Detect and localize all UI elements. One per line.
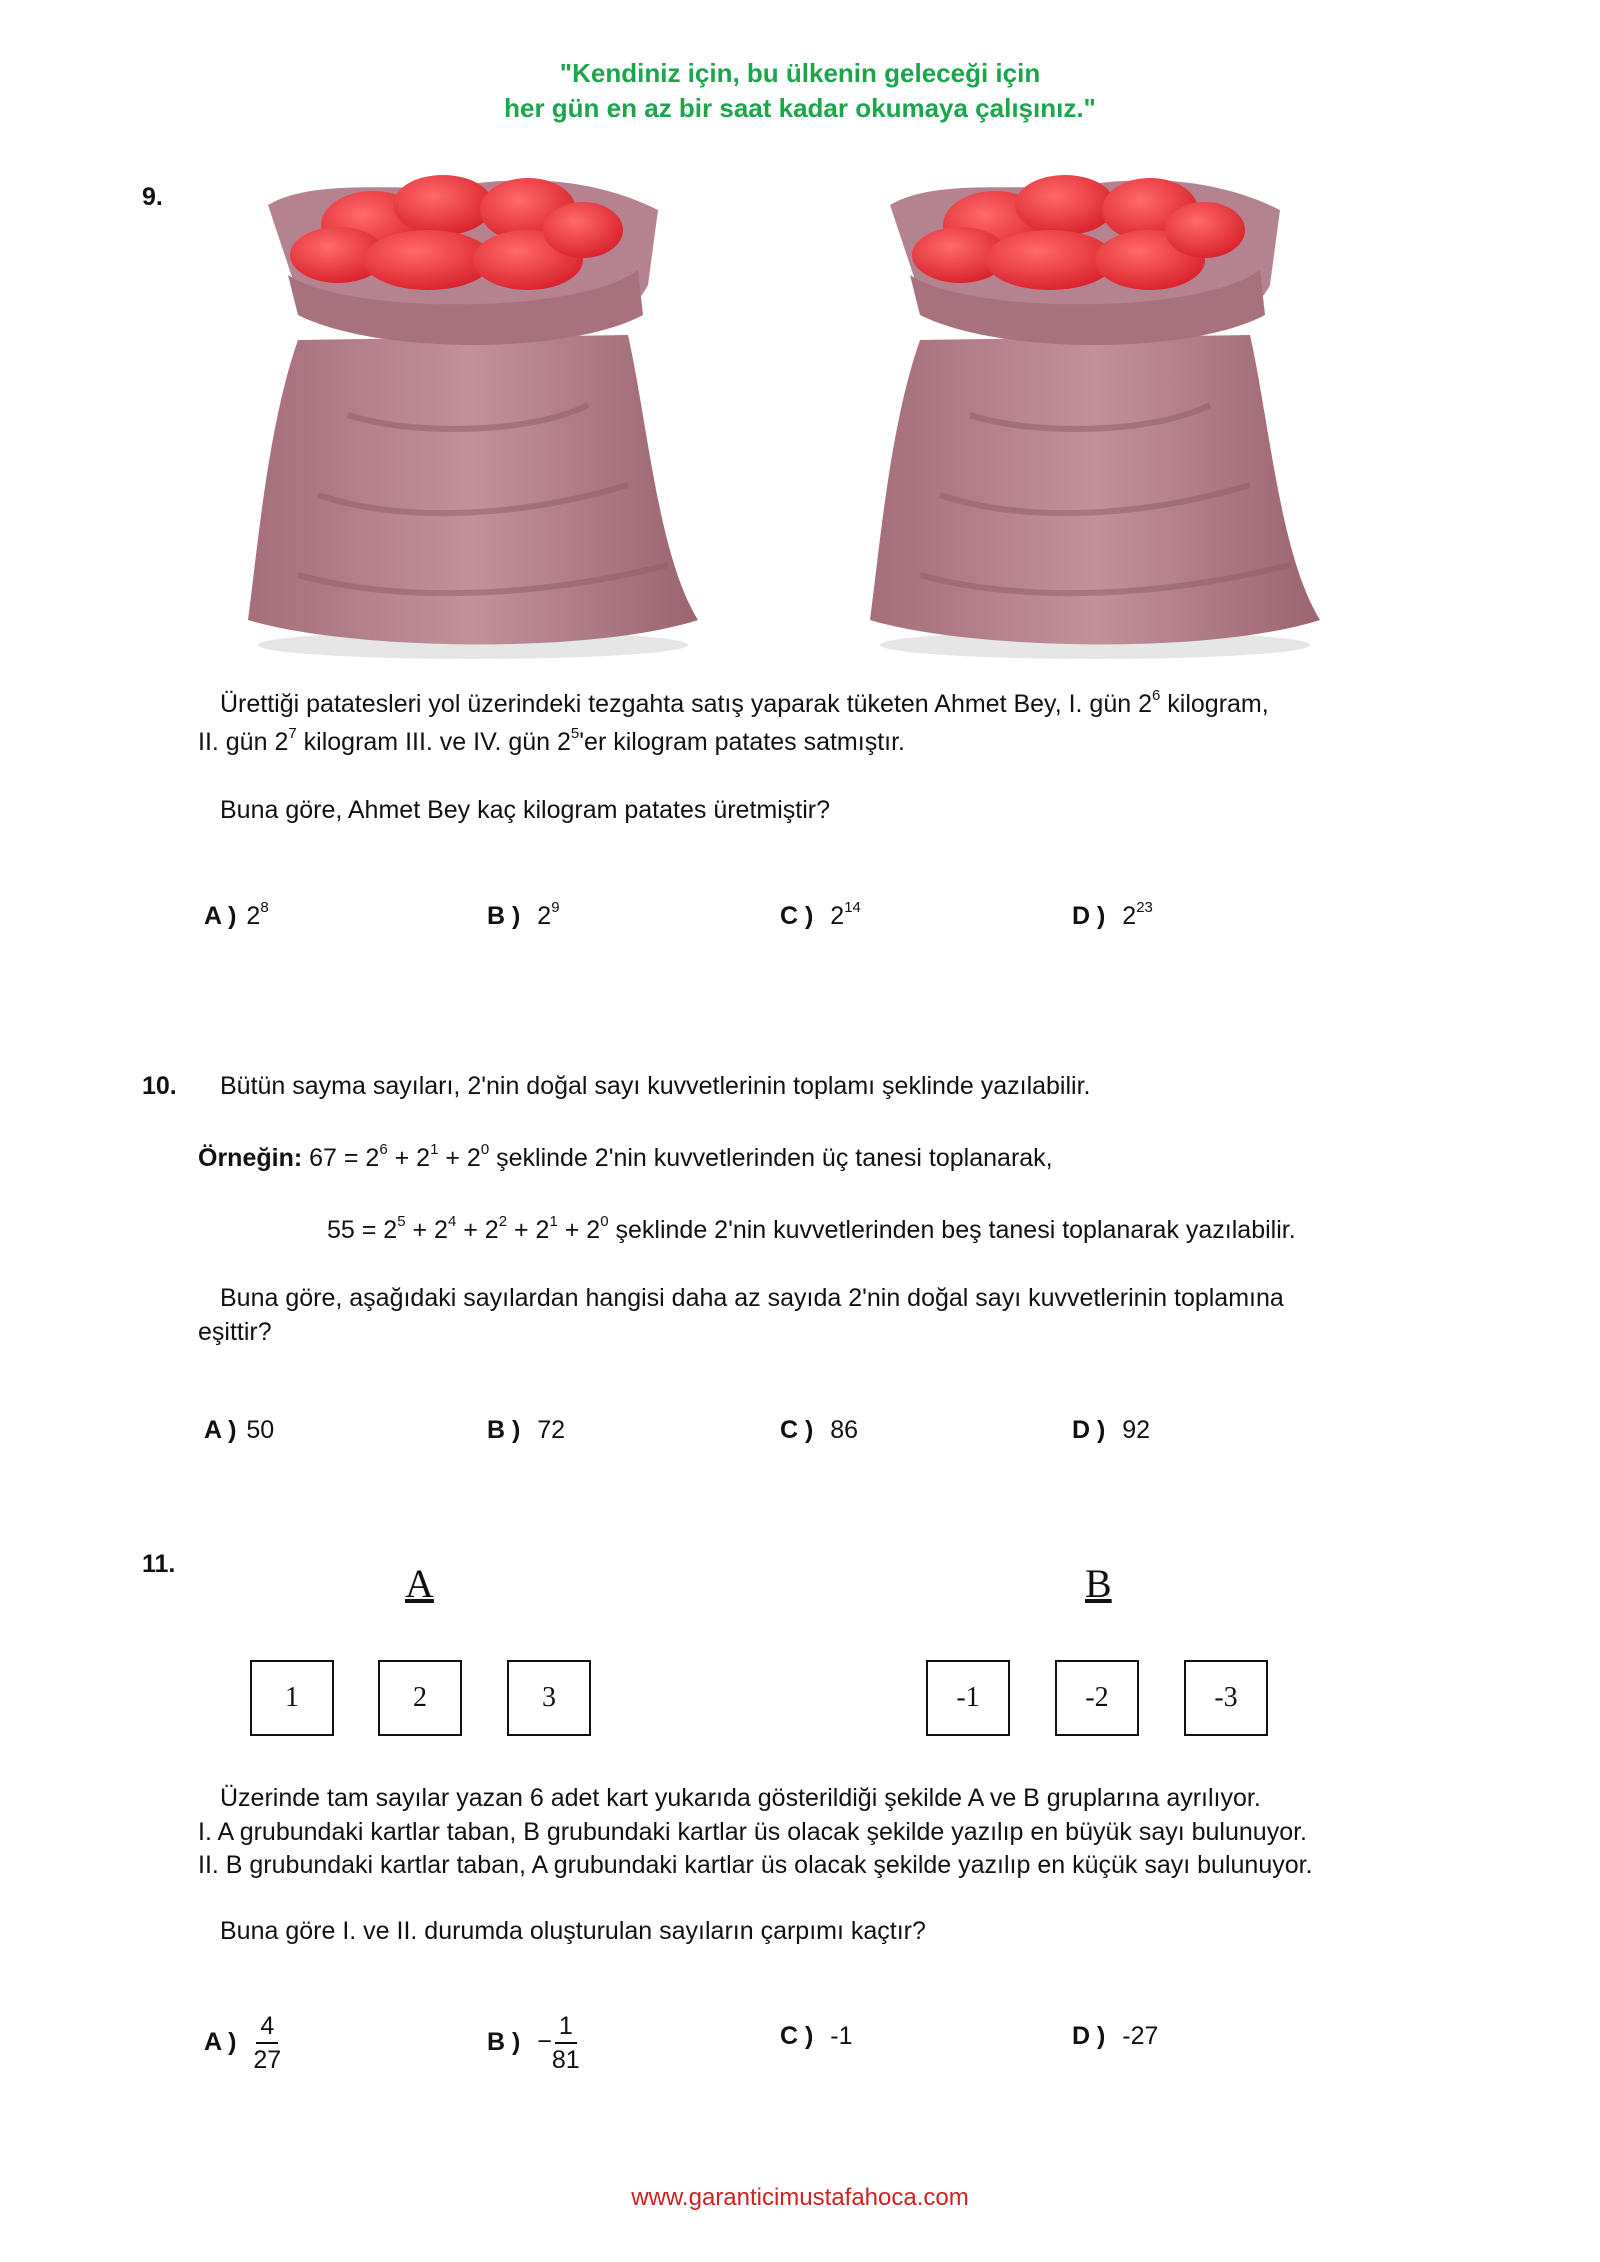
card-b-1: -1 xyxy=(926,1660,1010,1736)
q9-text-line-1 xyxy=(220,687,1269,719)
option-label: B ) xyxy=(487,2027,521,2056)
math-part: 67 = 2 xyxy=(302,1144,380,1172)
option-label: C ) xyxy=(780,902,814,930)
math-part: şeklinde 2'nin kuvvetlerinden üç tanesi toplanarak, xyxy=(489,1144,1053,1172)
minus-sign: − xyxy=(537,2027,552,2056)
q11-option-a[interactable] xyxy=(204,2010,281,2076)
option-base: 2 xyxy=(830,902,845,930)
q10-option-b[interactable] xyxy=(487,1416,565,1445)
option-value: 92 xyxy=(1122,1416,1151,1444)
q11-text-line-1: Üzerinde tam sayılar yazan 6 adet kart yukarıda gösterildiği şekilde A ve B gruplarına ayrılıyor. xyxy=(220,1784,1261,1812)
math-part: + 2 xyxy=(507,1216,550,1244)
q10-question-line-2: eşittir? xyxy=(198,1318,272,1346)
option-label: B ) xyxy=(487,1416,521,1444)
potato-sack-image-1 xyxy=(228,165,708,670)
q9-exponent: 5 xyxy=(570,725,580,742)
math-part: + 2 xyxy=(557,1216,601,1244)
example-label: Örneğin: xyxy=(198,1144,303,1172)
option-value: 86 xyxy=(830,1416,859,1444)
fraction-denominator: 27 xyxy=(253,2046,282,2074)
math-part: şeklinde 2'nin kuvvetlerinden beş tanesi toplanarak yazılabilir. xyxy=(608,1216,1296,1244)
q11-option-d[interactable] xyxy=(1072,2022,1158,2051)
option-base: 2 xyxy=(537,902,552,930)
math-part: + 2 xyxy=(387,1144,431,1172)
q11-option-c[interactable] xyxy=(780,2022,853,2051)
motto-line-1: "Kendiniz için, bu ülkenin geleceği için xyxy=(559,58,1041,88)
option-label: A ) xyxy=(204,2027,237,2056)
q10-option-c[interactable] xyxy=(780,1416,858,1445)
card-a-3: 3 xyxy=(507,1660,591,1736)
option-label: D ) xyxy=(1072,1416,1106,1444)
option-label: A ) xyxy=(204,1416,237,1444)
option-label: B ) xyxy=(487,902,521,930)
question-9-number: 9. xyxy=(142,183,163,211)
q9-option-c[interactable] xyxy=(780,899,861,931)
option-base: 2 xyxy=(246,902,261,930)
math-exponent: 0 xyxy=(600,1213,609,1230)
card-b-2: -2 xyxy=(1055,1660,1139,1736)
option-value: 50 xyxy=(246,1416,275,1444)
fraction-numerator: 4 xyxy=(256,2010,278,2044)
option-exponent: 23 xyxy=(1136,899,1153,916)
question-10-number: 10. xyxy=(142,1072,177,1100)
option-value: -1 xyxy=(830,2022,853,2050)
math-exponent: 2 xyxy=(498,1213,508,1230)
group-b-label: B xyxy=(1085,1561,1112,1606)
math-exponent: 1 xyxy=(549,1213,558,1230)
option-value: -27 xyxy=(1122,2022,1159,2050)
q11-question: Buna göre I. ve II. durumda oluşturulan sayıların çarpımı kaçtır? xyxy=(220,1917,926,1945)
math-exponent: 0 xyxy=(480,1141,490,1158)
math-part: + 2 xyxy=(405,1216,448,1244)
q9-text-part: kilogram, xyxy=(1160,690,1269,718)
math-exponent: 1 xyxy=(430,1141,439,1158)
math-part: 55 = 2 xyxy=(327,1216,398,1244)
q10-intro: Bütün sayma sayıları, 2'nin doğal sayı kuvvetlerinin toplamı şeklinde yazılabilir. xyxy=(220,1072,1091,1100)
potato-sack-image-2 xyxy=(850,165,1330,670)
q9-text-line-2 xyxy=(198,725,905,757)
option-exponent: 8 xyxy=(260,899,269,916)
q10-option-a[interactable] xyxy=(204,1416,274,1445)
fraction xyxy=(253,2010,281,2076)
motto-line-2: her gün en az bir saat kadar okumaya çalışınız." xyxy=(504,93,1096,123)
card-b-3: -3 xyxy=(1184,1660,1268,1736)
q9-option-d[interactable] xyxy=(1072,899,1153,931)
q10-example-1 xyxy=(198,1141,1053,1173)
fraction-denominator: 81 xyxy=(551,2046,580,2074)
q11-text-line-2: I. A grubundaki kartlar taban, B grubundaki kartlar üs olacak şekilde yazılıp en büyük sayı bulunuyor. xyxy=(198,1818,1307,1846)
q9-option-b[interactable] xyxy=(487,899,560,931)
math-exponent: 6 xyxy=(379,1141,388,1158)
q9-exponent: 6 xyxy=(1152,687,1161,704)
option-label: C ) xyxy=(780,1416,814,1444)
card-a-1: 1 xyxy=(250,1660,334,1736)
option-label: D ) xyxy=(1072,2022,1106,2050)
q9-text-part: kilogram III. ve IV. gün 2 xyxy=(296,728,571,756)
math-part: + 2 xyxy=(438,1144,481,1172)
q10-option-d[interactable] xyxy=(1072,1416,1150,1445)
option-label: D ) xyxy=(1072,902,1106,930)
option-base: 2 xyxy=(1122,902,1137,930)
option-exponent: 14 xyxy=(844,899,861,916)
group-a-label: A xyxy=(405,1561,434,1606)
option-label: C ) xyxy=(780,2022,814,2050)
q9-text-part: 'er kilogram patates satmıştır. xyxy=(579,728,905,756)
q9-option-a[interactable] xyxy=(204,899,269,931)
fraction xyxy=(552,2010,580,2076)
question-11-number: 11. xyxy=(142,1550,176,1578)
q9-text-part: II. gün 2 xyxy=(198,728,289,756)
option-label: A ) xyxy=(204,902,237,930)
math-exponent: 4 xyxy=(447,1213,457,1230)
q10-example-2 xyxy=(327,1213,1296,1245)
fraction-numerator: 1 xyxy=(555,2010,577,2044)
q11-option-b[interactable] xyxy=(487,2010,580,2076)
q9-question: Buna göre, Ahmet Bey kaç kilogram patates üretmiştir? xyxy=(220,796,831,824)
card-a-2: 2 xyxy=(378,1660,462,1736)
q9-exponent: 7 xyxy=(288,725,297,742)
math-exponent: 5 xyxy=(397,1213,406,1230)
q11-text-line-3: II. B grubundaki kartlar taban, A grubundaki kartlar üs olacak şekilde yazılıp en küçük sayı bulunuyor. xyxy=(198,1851,1313,1879)
option-exponent: 9 xyxy=(551,899,560,916)
option-value: 72 xyxy=(537,1416,566,1444)
footer-url[interactable]: www.garanticimustafahoca.com xyxy=(631,2184,969,2211)
math-part: + 2 xyxy=(456,1216,499,1244)
q10-question-line-1: Buna göre, aşağıdaki sayılardan hangisi daha az sayıda 2'nin doğal sayı kuvvetlerinin toplamına xyxy=(220,1284,1284,1312)
q9-text-part: Ürettiği patatesleri yol üzerindeki tezgahta satış yaparak tüketen Ahmet Bey, I. gün 2 xyxy=(220,690,1152,718)
